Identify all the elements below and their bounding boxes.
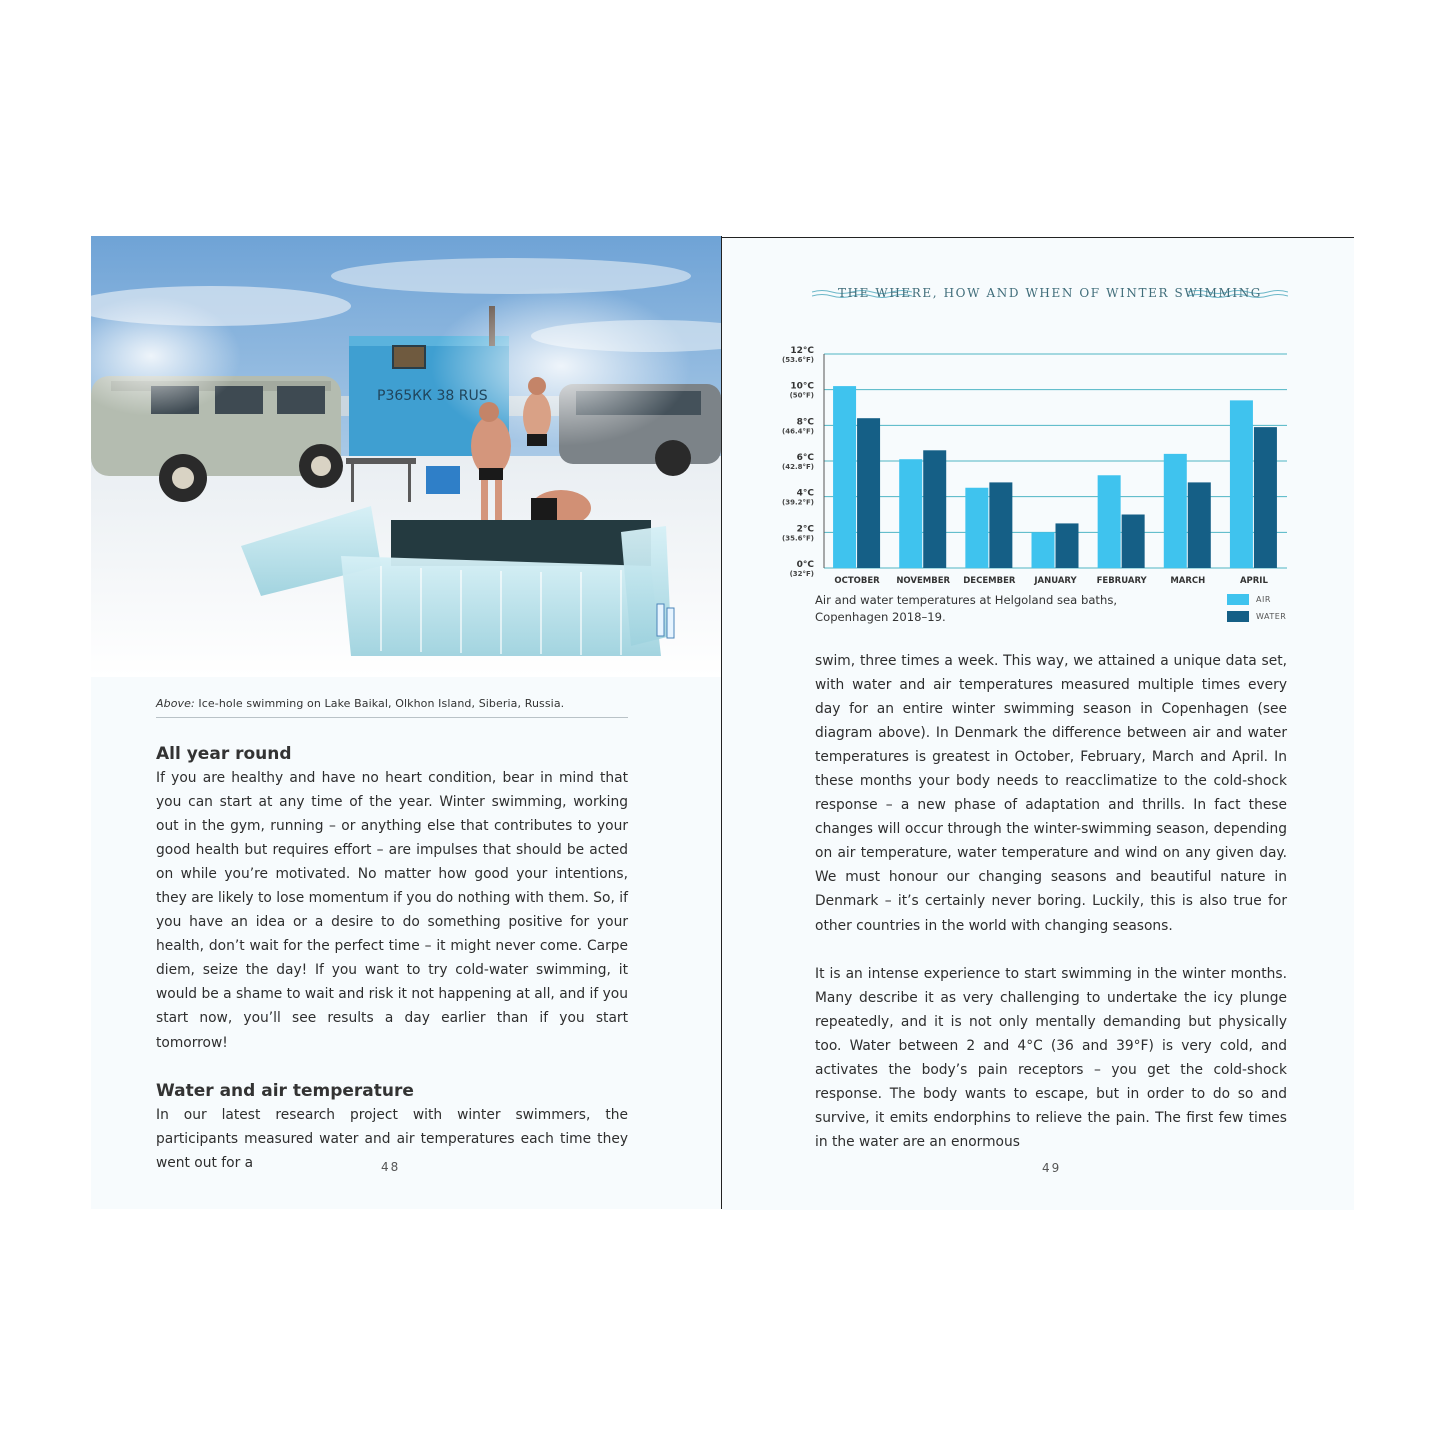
photo-illustration — [91, 236, 721, 677]
running-head — [812, 284, 1288, 304]
y-tick-label-5: 10°C — [790, 381, 814, 392]
x-tick-label-november: NOVEMBER — [896, 576, 951, 586]
running-head-text: THE WHERE, HOW AND WHEN OF WINTER SWIMMING — [837, 286, 1262, 300]
y-tick-sub-5: (50°F) — [789, 391, 814, 400]
page-number-right: 49 — [1042, 1161, 1062, 1175]
y-tick-sub-6: (53.6°F) — [782, 356, 814, 364]
bar-water-november — [923, 450, 946, 568]
x-tick-label-february: FEBRUARY — [1096, 576, 1147, 586]
paragraph-all-year-round: If you are healthy and have no heart condition, bear in mind that you can start at any time of the year. Winter swimming, working out in the gym, running – or anything else that contributes to your good health but requires effort – are impulses that should be acted on while you’re motivated. No matter how good your intentions, they are likely to lose momentum if you do nothing with them. So, if you have an idea or a desire to do something positive for your health, don’t wait for the perfect time – it might never come. Carpe diem, seize the day! If you want to try cold-water swimming, it would be a shame to wait and risk it not happening at all, and if you start now, you’ll see results a day earlier than if you start tomorrow! — [156, 770, 628, 1051]
bar-air-november — [899, 459, 922, 568]
y-tick-sub-1: (35.6°F) — [782, 534, 814, 543]
legend-label-air: AIR — [1256, 595, 1271, 604]
photo-caption — [156, 697, 628, 718]
paragraph-water-air-temperature: In our latest research project with winter swimmers, the participants measured water and air temperatures each time they went out for a — [156, 1106, 628, 1171]
bar-air-january — [1032, 532, 1055, 568]
heading-water-air-temperature: Water and air temperature — [156, 1080, 414, 1101]
y-tick-sub-4: (46.4°F) — [782, 427, 814, 436]
bar-air-february — [1098, 475, 1121, 568]
bar-water-december — [989, 482, 1012, 568]
right-page — [722, 237, 1354, 1210]
left-page — [91, 236, 722, 1209]
heading-all-year-round: All year round — [156, 744, 292, 764]
chart-caption-line-2: Copenhagen 2018–19. — [815, 609, 946, 624]
y-tick-label-2: 4°C — [796, 488, 814, 499]
temperature-bar-chart — [762, 346, 1302, 596]
legend-swatch-air — [1227, 594, 1249, 605]
y-tick-label-0: 0°C — [796, 560, 814, 570]
right-body — [815, 649, 1287, 1154]
paragraph-data-set: swim, three times a week. This way, we attained a unique data set, with water and air temperatures measured multiple times every day for an entire winter swimming season in Copenhagen (see diagram above). In Denmark the difference between air and water temperatures is greatest in October, February, March and April. In these months your body needs to reacclimatize to the cold-shock response – a new phase of adaptation and thrills. In fact these changes will occur through the winter-swimming season, depending on air temperature, water temperature and wind on any given day. We must honour our changing seasons and beautiful nature in Denmark – it’s certainly never boring. Luckily, this is also true for other countries in the world with changing seasons. — [815, 653, 1287, 934]
bar-water-march — [1188, 482, 1211, 568]
bar-water-april — [1254, 427, 1277, 568]
van-plate-text: Р365КК 38 RUS — [377, 388, 488, 404]
y-tick-sub-2: (39.2°F) — [782, 498, 814, 507]
paragraph-intense-experience: It is an intense experience to start swimming in the winter months. Many describe it as very challenging to undertake the icy plunge repeatedly, and it is not only mentally demanding but physically too. Water between 2 and 4°C (36 and 39°F) is very cold, and activates the body’s pain receptors – you get the cold-shock response. The body wants to escape, but in order to do so and survive, it emits endorphins to relieve the pain. The first few times in the water are an enormous — [815, 965, 1287, 1150]
y-tick-label-1: 2°C — [796, 524, 814, 535]
bar-water-january — [1056, 523, 1079, 568]
bar-air-march — [1164, 454, 1187, 568]
x-tick-label-april: APRIL — [1239, 576, 1268, 586]
bar-air-december — [965, 488, 988, 568]
x-tick-label-october: OCTOBER — [834, 576, 880, 586]
x-tick-label-march: MARCH — [1170, 576, 1206, 586]
ice-hole-photo — [91, 236, 721, 677]
y-tick-label-6: 12°C — [790, 346, 814, 356]
left-body — [156, 742, 628, 1175]
y-tick-label-4: 8°C — [796, 417, 814, 428]
bar-air-october — [833, 386, 856, 568]
legend-swatch-water — [1227, 611, 1249, 622]
x-tick-label-january: JANUARY — [1034, 576, 1077, 586]
bar-water-october — [857, 418, 880, 568]
chart-caption — [815, 592, 1117, 625]
bar-water-february — [1122, 515, 1145, 569]
chart-caption-line-1: Air and water temperatures at Helgoland sea baths, — [815, 593, 1118, 607]
legend-label-water: WATER — [1256, 612, 1287, 621]
page-number-left: 48 — [381, 1160, 401, 1174]
y-tick-label-3: 6°C — [796, 453, 814, 463]
caption-prefix: Above: — [156, 697, 195, 710]
x-tick-label-december: DECEMBER — [963, 576, 1016, 586]
bar-air-april — [1230, 400, 1253, 568]
y-tick-sub-3: (42.8°F) — [782, 463, 814, 471]
caption-text: Ice-hole swimming on Lake Baikal, Olkhon Island, Siberia, Russia. — [194, 697, 565, 710]
y-tick-sub-0: (32°F) — [789, 570, 814, 578]
temperature-chart — [762, 346, 1302, 596]
